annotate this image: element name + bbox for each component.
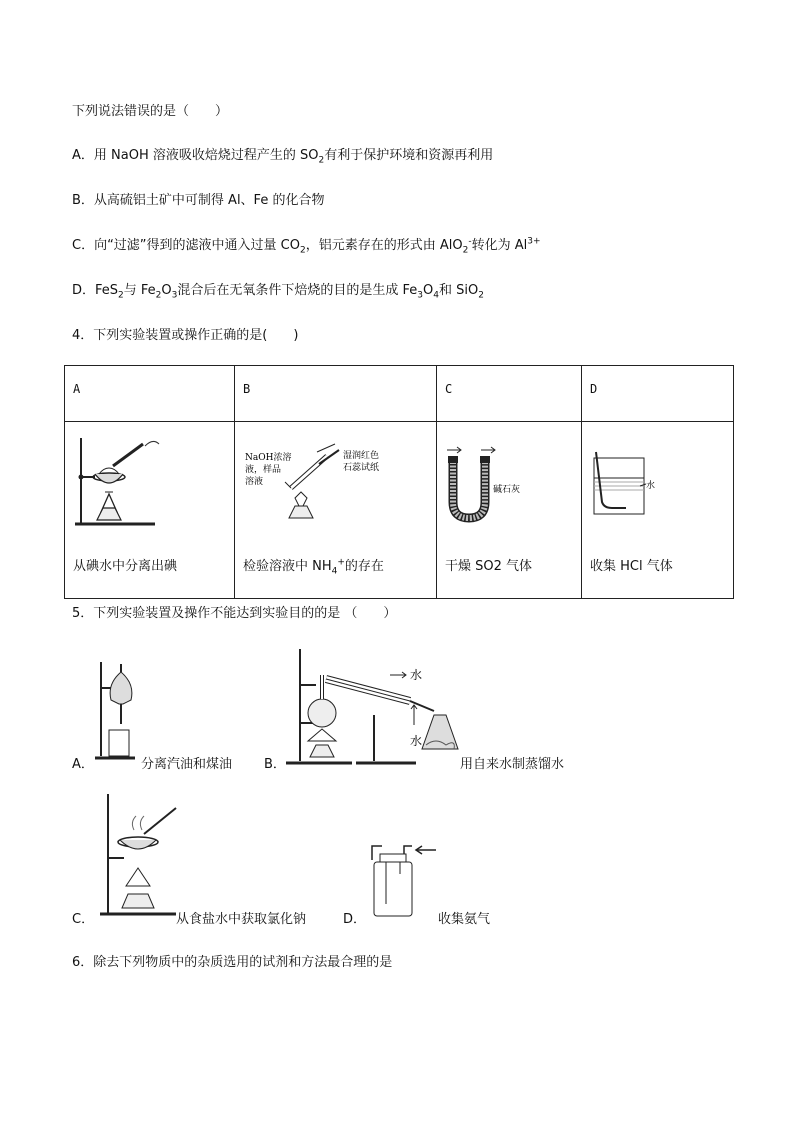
q5-d-text: 收集氨气 [438, 912, 491, 927]
q4-header-c: C [437, 366, 582, 422]
b-label-left-3: 溶液 [245, 477, 264, 487]
water-out-label: 水 [410, 668, 423, 682]
q5-c-letter: C． [72, 912, 95, 927]
gas-bottle-figure [366, 838, 446, 918]
evaporation-figure [96, 790, 186, 920]
q3-option-b: B．从高硫铝土矿中可制得 Al、Fe 的化合物 [72, 193, 325, 208]
b-label-left-1: NaOH浓溶 [245, 453, 292, 463]
q4-caption-c: 干燥 SO2 气体 [445, 559, 533, 574]
q4-header-d: D [582, 366, 734, 422]
q4-stem: 4．下列实验装置或操作正确的是( ) [72, 328, 299, 343]
q5-stem: 5．下列实验装置及操作不能达到实验目的的是 （ ） [72, 606, 397, 621]
q5-d-letter: D． [343, 912, 367, 927]
q4-cell-c [437, 422, 582, 599]
q5-b-text: 用自来水制蒸馏水 [460, 757, 565, 772]
q5-b-letter: B． [264, 757, 286, 772]
q3-option-c: C．向“过滤”得到的滤液中通入过量 $CO_2$，铝元素存在的形式由 AlO$_2$-转化为 $Al^{3+}$ [72, 236, 541, 256]
b-label-left-2: 液，样品 [245, 465, 282, 475]
q4-options-table [64, 365, 734, 599]
q3-option-a: A．用 NaOH 溶液吸收焙烧过程产生的 $SO_2$有利于保护环境和资源再利用 [72, 148, 494, 166]
c-label: 碱石灰 [493, 485, 521, 495]
q5-a-text: 分离汽油和煤油 [141, 757, 233, 772]
test-tube-heating-figure [235, 422, 436, 542]
q4-caption-a: 从碘水中分离出碘 [73, 559, 178, 574]
b-label-right-2: 石蕊试纸 [343, 463, 380, 473]
q3-option-d: D．FeS$_2$与 $Fe_2O_3$混合后在无氧条件下焙烧的目的是生成 $Fe_3O_4$和 SiO$_2$ [72, 283, 484, 301]
q5-c-text: 从食盐水中获取氯化钠 [176, 912, 307, 927]
q5-a-letter: A． [72, 757, 94, 772]
q4-cell-d [582, 422, 734, 599]
gas-collection-figure [582, 422, 733, 542]
d-label: 水 [646, 481, 656, 491]
q4-cell-a [65, 422, 235, 599]
q4-header-b: B [235, 366, 437, 422]
q6-stem: 6．除去下列物质中的杂质选用的试剂和方法最合理的是 [72, 955, 393, 970]
q4-caption-d: 收集 HCl 气体 [590, 559, 673, 574]
b-label-right-1: 湿润红色 [343, 451, 380, 461]
distillation-figure [286, 645, 476, 769]
separatory-funnel-figure [95, 658, 155, 768]
water-in-label: 水 [410, 734, 423, 748]
evaporating-dish-figure [65, 422, 234, 542]
q3-stem: 下列说法错误的是（ ） [72, 104, 229, 119]
q4-caption-b: 检验溶液中 $NH_4^+$的存在 [243, 557, 384, 577]
q4-cell-b [235, 422, 437, 599]
q4-header-a: A [65, 366, 235, 422]
u-tube-drying-figure [437, 422, 581, 542]
